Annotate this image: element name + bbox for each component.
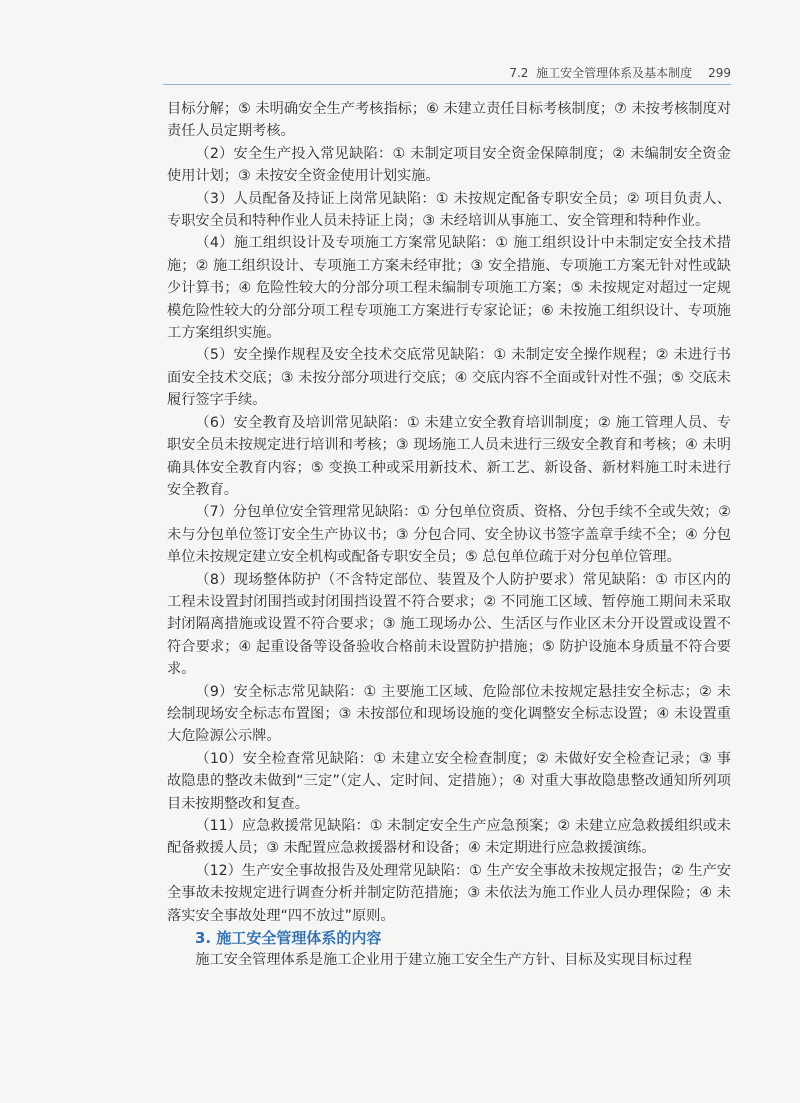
paragraph-continued: 目标分解；⑤ 未明确安全生产考核指标；⑥ 未建立责任目标考核制度；⑦ 未按考核制度对责任人员定期考核。 xyxy=(167,101,731,140)
section-heading: 3. 施工安全管理体系的内容 xyxy=(195,929,382,948)
section-label xyxy=(509,66,692,80)
paragraph-subcontractor: （7）分包单位安全管理常见缺陷：① 分包单位资质、资格、分包手续不全或失效；② 未与分包单位签订安全生产协议书；③ 分包合同、安全协议书签字盖章手续不全；④ 分包单位未按规定建立安全机构或配备专职安全员；⑤ 总包单位疏于对分包单位管理。 xyxy=(167,504,731,566)
running-header xyxy=(163,62,731,85)
section-title: 施工安全管理体系及基本制度 xyxy=(536,66,693,80)
paragraph-staffing: （3）人员配备及持证上岗常见缺陷：① 未按规定配备专职安全员；② 项目负责人、专职安全员和特种作业人员未持证上岗；③ 未经培训从事施工、安全管理和特种作业。 xyxy=(167,190,731,230)
header-text xyxy=(509,64,731,81)
paragraph-operating-rules: （5）安全操作规程及安全技术交底常见缺陷：① 未制定安全操作规程；② 未进行书面安全技术交底；③ 未按分部分项进行交底；④ 交底内容不全面或针对性不强；⑤ 交底未履行签字手续。 xyxy=(167,347,731,409)
section-number: 7.2 xyxy=(509,66,529,80)
paragraph-construction-plan: （4）施工组织设计及专项施工方案常见缺陷：① 施工组织设计中未制定安全技术措施；② 施工组织设计、专项施工方案未经审批；③ 安全措施、专项施工方案无针对性或缺少计算书；④ 危险性较大的分部分项工程未编制专项施工方案；⑤ 未按规定对超过一定规模危险性较大的分部分项工程专项施工方案进行专家论证；⑥ 未按施工组织设计、专项施工方案组织实施。 xyxy=(167,235,731,342)
paragraph-accident-reporting: （12）生产安全事故报告及处理常见缺陷：① 生产安全事故未按规定报告；② 生产安全事故未按规定进行调查分析并制定防范措施；③ 未依法为施工作业人员办理保险；④ 未落实安全事故处理“四不放过”原则。 xyxy=(167,862,731,924)
body-text xyxy=(167,98,731,972)
paragraph-safety-signs: （9）安全标志常见缺陷：① 主要施工区域、危险部位未按规定悬挂安全标志；② 未绘制现场安全标志布置图；③ 未按部位和现场设施的变化调整安全标志设置；④ 未设置重大危险源公示牌。 xyxy=(167,683,731,745)
paragraph-safety-investment: （2）安全生产投入常见缺陷：① 未制定项目安全资金保障制度；② 未编制安全资金使用计划；③ 未按安全资金使用计划实施。 xyxy=(167,145,731,185)
paragraph-safety-inspection: （10）安全检查常见缺陷：① 未建立安全检查制度；② 未做好安全检查记录；③ 事故隐患的整改未做到“三定”（定人、定时间、定措施）；④ 对重大事故隐患整改通知所列项目未按期整改和复查。 xyxy=(167,750,731,812)
page-number: 299 xyxy=(708,66,731,80)
paragraph-system-content: 施工安全管理体系是施工企业用于建立施工安全生产方针、目标及实现目标过程 xyxy=(195,952,692,969)
paragraph-education: （6）安全教育及培训常见缺陷：① 未建立安全教育培训制度；② 施工管理人员、专职安全员未按规定进行培训和考核；③ 现场施工人员未进行三级安全教育和考核；④ 未明确具体安全教育内容；⑤ 变换工种或采用新技术、新工艺、新设备、新材料施工时未进行安全教育。 xyxy=(167,414,731,498)
paragraph-site-protection: （8）现场整体防护（不含特定部位、装置及个人防护要求）常见缺陷：① 市区内的工程未设置封闭围挡或封闭围挡设置不符合要求；② 不同施工区域、暂停施工期间未采取封闭隔离措施或设置不符合要求；③ 施工现场办公、生活区与作业区未分开设置或设置不符合要求；④ 起重设备等设备验收合格前未设置防护措施；⑤ 防护设施本身质量不符合要求。 xyxy=(167,571,731,678)
paragraph-emergency-rescue: （11）应急救援常见缺陷：① 未制定安全生产应急预案；② 未建立应急救援组织或未配备救援人员；③ 未配置应急救援器材和设备；④ 未定期进行应急救援演练。 xyxy=(167,818,731,857)
